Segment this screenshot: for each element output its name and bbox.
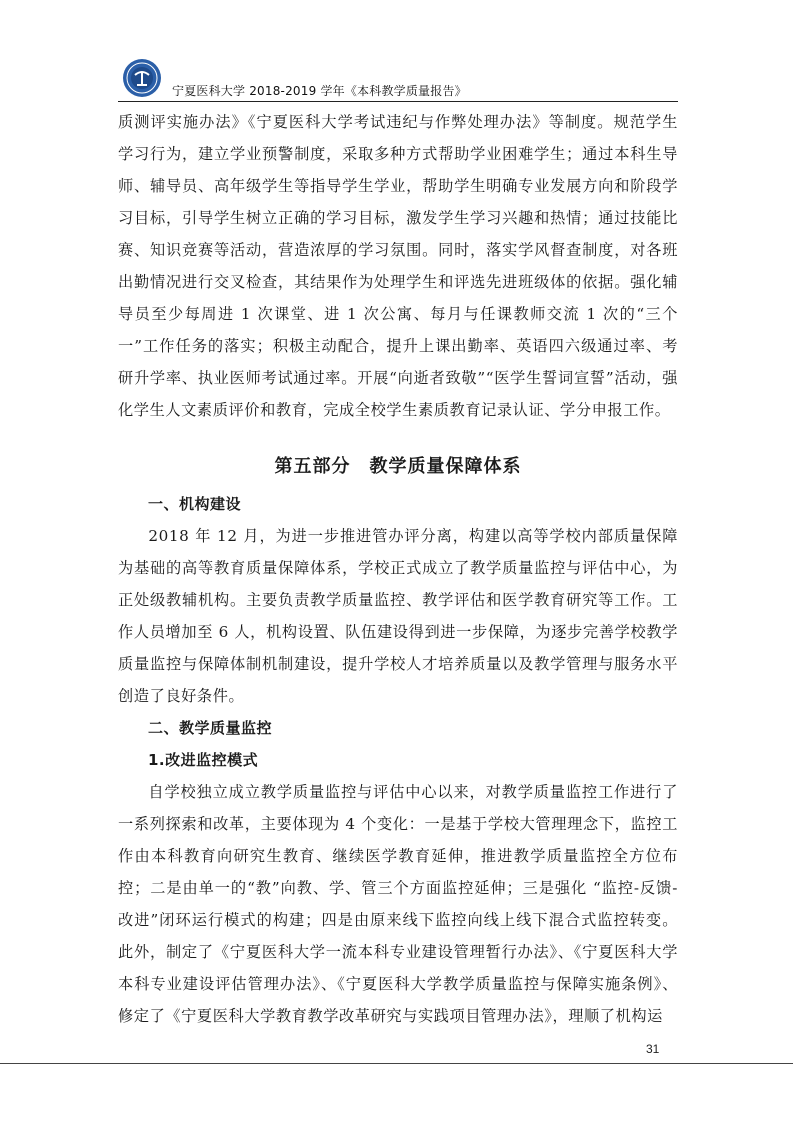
university-logo-icon xyxy=(122,58,162,98)
section-1-paragraph: 2018 年 12 月，为进一步推进管办评分离，构建以高等学校内部质量保障为基础的高等教育质量保障体系，学校正式成立了教学质量监控与评估中心，为正处级教辅机构。主要负责教学质量监控、教学评估和医学教育研究等工作。工作人员增加至 6 人，机构设置、队伍建设得到进一步保障，为逐步完善学校教学质量监控与保障体制机制建设，提升学校人才培养质量以及教学管理与服务水平创造了良好条件。 xyxy=(118,527,678,705)
body-main xyxy=(118,488,678,1032)
header-divider xyxy=(118,101,678,102)
paragraph-continued: 质测评实施办法》《宁夏医科大学考试违纪与作弊处理办法》等制度。规范学生学习行为，建立学业预警制度，采取多种方式帮助学业困难学生；通过本科生导师、辅导员、高年级学生等指导学生学业，帮助学生明确专业发展方向和阶段学习目标，引导学生树立正确的学习目标，激发学生学习兴趣和热情；通过技能比赛、知识竞赛等活动，营造浓厚的学习氛围。同时，落实学风督查制度，对各班出勤情况进行交叉检查，其结果作为处理学生和评选先进班级体的依据。强化辅导员至少每周进 1 次课堂、进 1 次公寓、每月与任课教师交流 1 次的“三个一”工作任务的落实；积极主动配合，提升上课出勤率、英语四六级通过率、考研升学率、执业医师考试通过率。开展“向逝者致敬”“医学生誓词宣誓”活动，强化学生人文素质评价和教育，完成全校学生素质教育记录认证、学分申报工作。 xyxy=(118,113,678,419)
header-title: 宁夏医科大学 2018-2019 学年《本科教学质量报告》 xyxy=(172,84,467,98)
section-heading-1: 一、机构建设 xyxy=(148,495,242,513)
part-title: 第五部分 教学质量保障体系 xyxy=(274,456,522,477)
footer-divider xyxy=(0,1063,793,1064)
page-header xyxy=(118,54,678,104)
page-number: 31 xyxy=(646,1042,660,1056)
section-2-paragraph: 自学校独立成立教学质量监控与评估中心以来，对教学质量监控工作进行了一系列探索和改革，主要体现为 4 个变化：一是基于学校大管理理念下，监控工作由本科教育向研究生教育、继续医学教育延伸，推进教学质量监控全方位布控；二是由单一的“教”向教、学、管三个方面监控延伸；三是强化 “监控-反馈-改进”闭环运行模式的构建；四是由原来线下监控向线上线下混合式监控转变。此外，制定了《宁夏医科大学一流本科专业建设管理暂行办法》、《宁夏医科大学本科专业建设评估管理办法》、《宁夏医科大学教学质量监控与保障实施条例》、修定了《宁夏医科大学教育教学改革研究与实践项目管理办法》，理顺了机构运 xyxy=(118,783,678,1025)
section-heading-2: 二、教学质量监控 xyxy=(148,719,273,737)
subsection-heading-1: 1.改进监控模式 xyxy=(148,751,259,769)
body-top xyxy=(118,106,678,426)
